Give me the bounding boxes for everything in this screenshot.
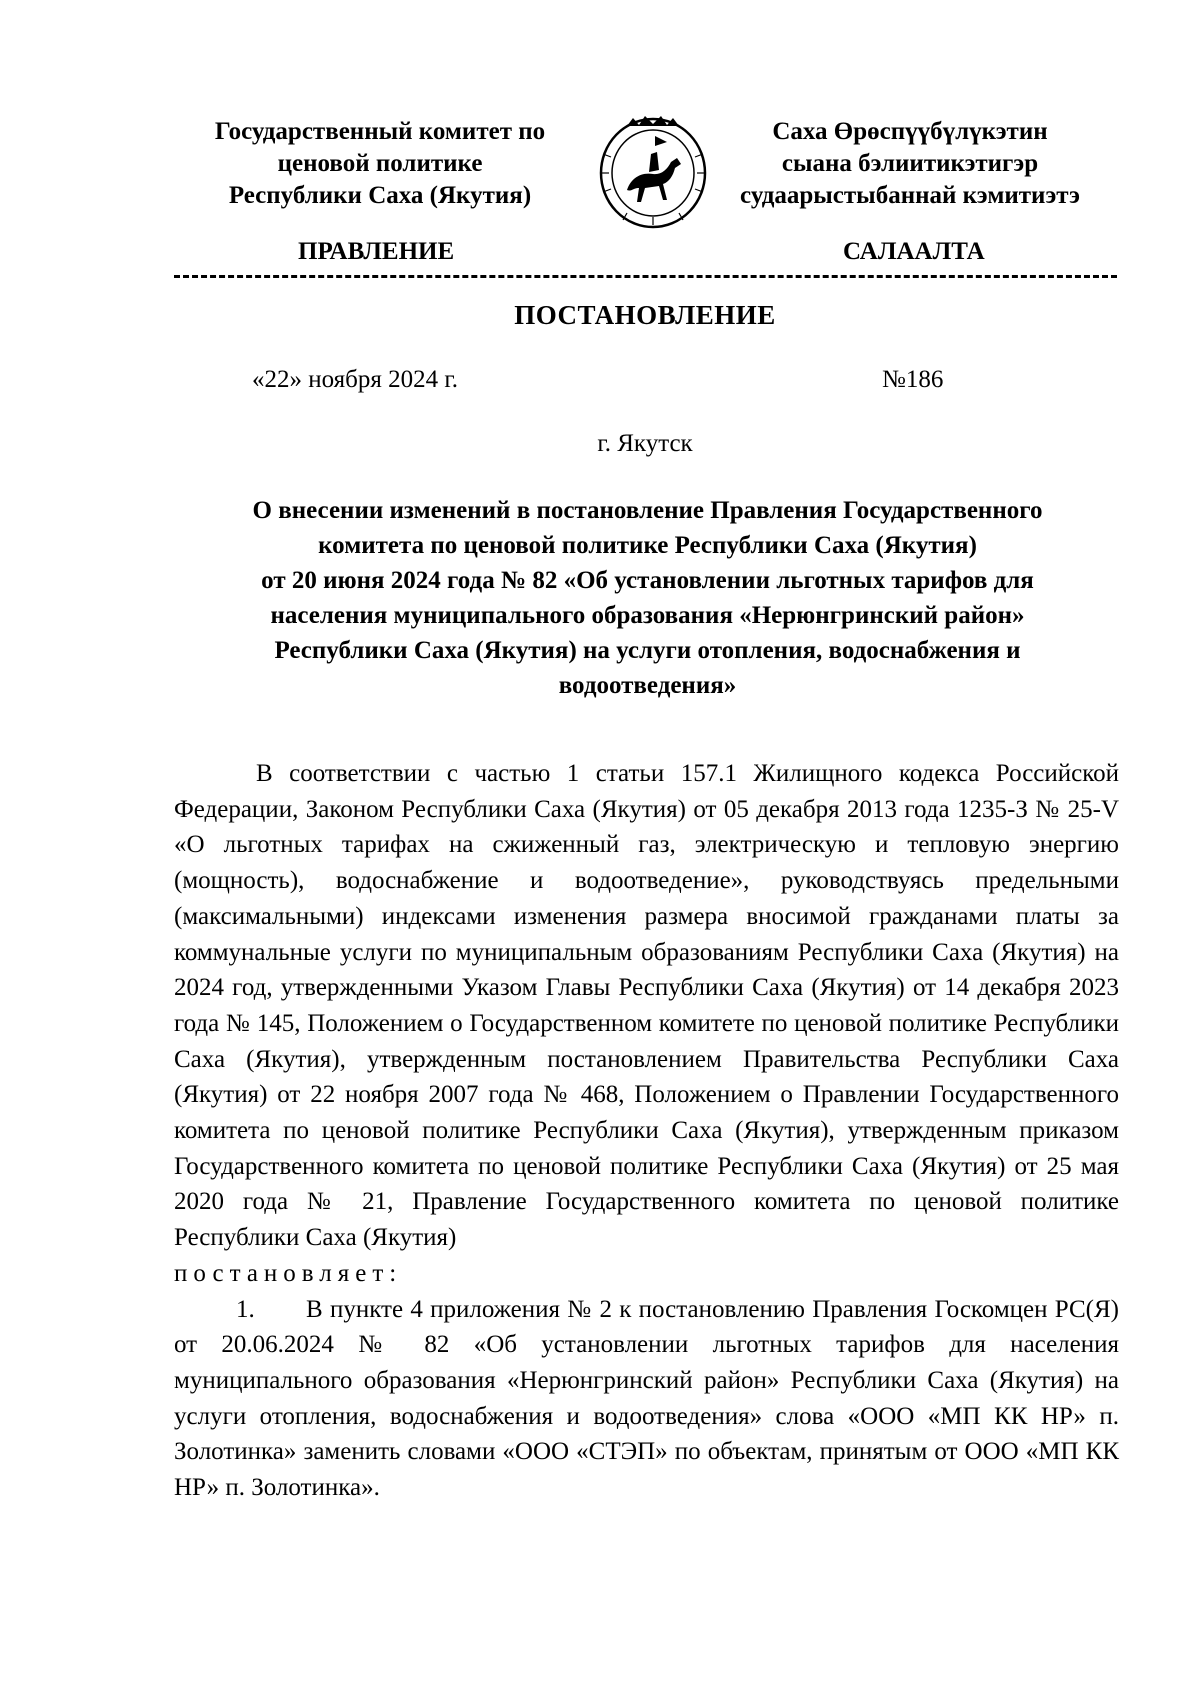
- subject-line: от 20 июня 2024 года № 82 «Об установлении льготных тарифов для: [261, 567, 1034, 594]
- header-left-line: Республики Саха (Якутия): [228, 182, 532, 209]
- document-date: «22» ноября 2024 г.: [252, 366, 459, 393]
- board-label-sakha: САЛААЛТА: [843, 238, 985, 265]
- resolves-paragraph: [174, 1256, 1119, 1292]
- item-paragraph: [174, 1292, 1119, 1506]
- preamble-text: В соответствии с частью 1 статьи 157.1 Жилищного кодекса Российской Федерации, Законом Республики Саха (Якутия) от 05 декабря 2013 года 1235-З № 25-V «О льготных тарифах на сжиженный газ, электрическую и тепловую энергию (мощность), водоснабжение и водоотведение», руководствуясь предельными (максимальными) индексами изменения размера вносимой гражданами платы за коммунальные услуги по муниципальным образованиям Республики Саха (Якутия) на 2024 год, утвержденными Указом Главы Республики Саха (Якутия) от 14 декабря 2023 года № 145, Положением о Государственном комитете по ценовой политике Республики Саха (Якутия), утвержденным постановлением Правительства Республики Саха (Якутия) от 22 ноября 2007 года № 468, Положением о Правлении Государственного комитета по ценовой политике Республики Саха (Якутия), утвержденным приказом Государственного комитета по ценовой политике Республики Саха (Якутия) от 25 мая 2020 года № 21, Правление Государственного комитета по ценовой политике Республики Саха (Якутия): [174, 760, 1119, 1252]
- document-body: [174, 756, 1119, 1506]
- header-right-line: Саха Өрөспүүбүлүкэтин: [772, 118, 1048, 145]
- subject-line: Республики Саха (Якутия) на услуги отопления, водоснабжения и: [274, 637, 1021, 664]
- header-left-line: Государственный комитет по: [214, 118, 546, 145]
- subject-line: населения муниципального образования «Нерюнгринский район»: [270, 602, 1025, 629]
- document-subject: [150, 493, 1145, 703]
- sakha-republic-emblem-icon: [597, 112, 709, 230]
- board-label-ru: ПРАВЛЕНИЕ: [298, 238, 455, 265]
- document-title: ПОСТАНОВЛЕНИЕ: [514, 300, 776, 330]
- subject-line: комитета по ценовой политике Республики Саха (Якутия): [318, 532, 977, 559]
- preamble-paragraph: [174, 756, 1119, 1256]
- document-city: г. Якутск: [597, 430, 693, 457]
- header-left-block: [180, 116, 580, 212]
- header-right-line: судаарыстыбаннай кэмитиэтэ: [740, 182, 1080, 209]
- document-number: №186: [882, 366, 944, 393]
- header-left-line: ценовой политике: [277, 150, 483, 177]
- subject-line: водоотведения»: [558, 672, 737, 699]
- item-number: 1.: [236, 1295, 255, 1323]
- header-divider: [174, 275, 1117, 278]
- header-right-block: [720, 116, 1100, 212]
- resolves-text: постановляет:: [174, 1259, 403, 1287]
- subject-line: О внесении изменений в постановление Правления Государственного: [252, 497, 1043, 524]
- header-right-line: сыана бэлиитикэтигэр: [781, 150, 1039, 177]
- item-text: В пункте 4 приложения № 2 к постановлению Правления Госкомцен РС(Я) от 20.06.2024 № 82 «Об установлении льготных тарифов для населения муниципального образования «Нерюнгринский район» Республики Саха (Якутия) на услуги отопления, водоснабжения и водоотведения» слова «ООО «МП КК НР» п. Золотинка» заменить словами «ООО «СТЭП» по объектам, принятым от ООО «МП КК НР» п. Золотинка».: [174, 1295, 1119, 1502]
